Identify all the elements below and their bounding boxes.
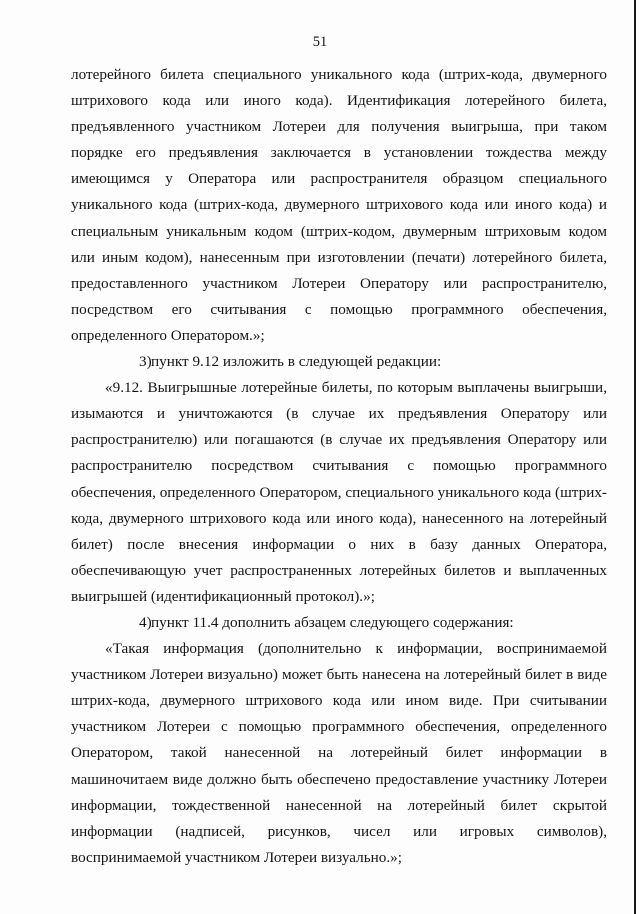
list-item-text: пункт 9.12 изложить в следующей редакции: [151,353,442,371]
document-body [71,62,607,871]
list-item-text: пункт 11.4 дополнить абзацем следующего содержания: [151,613,514,631]
paragraph-continuation: лотерейного билета специального уникального кода (штрих-кода, двумерного штрихового кода или иного кода). Идентификация лотерейного билета, предъявленного участником Лотереи для получения выигрыша, при таком порядке его предъявления заключается в установлении тождества между имеющимся у Оператора или распространителя образцом специального уникального кода (штрих-кода, двумерного штрихового кода или иного кода) и специальным уникальным кодом (штрих-кодом, двумерным штриховым кодом или иным кодом), нанесенным при изготовлении (печати) лотерейного билета, предоставленного участником Лотереи Оператору или распространителю, посредством его считывания с помощью программного обеспечения, определенного Оператором.»; [71,66,607,344]
page-number: 51 [312,34,328,50]
paragraph-9-12: «9.12. Выигрышные лотерейные билеты, по которым выплачены выигрыши, изымаются и уничтожаются (в случае их предъявления Оператору или распространителю) или погашаются (в случае их предъявления Оператору или распространителю посредством считывания с помощью программного обеспечения, определенного Оператором, специального уникального кода (штрих-кода, двумерного штрихового кода или иного кода), нанесенного на лотерейный билет) после внесения информации о них в базу данных Оператора, обеспечивающую учет распространенных лотерейных билетов и выплаченных выигрышей (идентификационный протокол).»; [71,379,607,605]
list-item-4 [71,610,607,636]
list-item-number: 3) [139,353,152,371]
paragraph-11-4-addition: «Такая информация (дополнительно к информации, воспринимаемой участником Лотереи визуально) может быть нанесена на лотерейный билет в виде штрих-кода, двумерного штрихового кода или ином виде. При считывании участником Лотереи с помощью программного обеспечения, определенного Оператором, такой нанесенной на лотерейный билет информации в машиночитаем виде должно быть обеспечено предоставление участнику Лотереи информации, тождественной нанесенной на лотерейный билет скрытой информации (надписей, рисунков, чисел или игровых символов), воспринимаемой участником Лотереи визуально.»; [71,640,607,866]
scan-edge-margin [636,0,640,914]
list-item-number: 4) [139,613,152,631]
list-item-3 [71,349,607,375]
